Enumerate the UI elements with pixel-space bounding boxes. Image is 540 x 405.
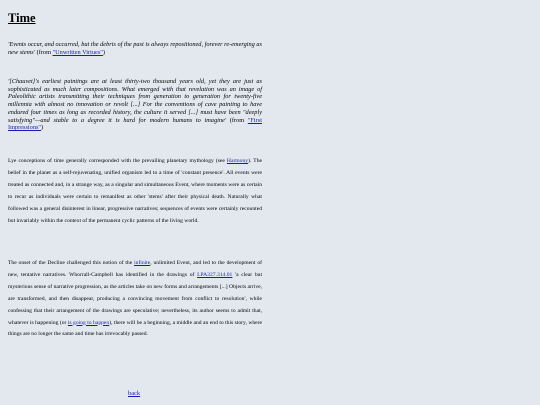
quote-2-source-suffix: ) [41,124,44,132]
para-1-text-b: ). The belief in the planet as a self-rejuvenating, unified organism led to a time of 'constant presence'. All events were treated as connected and, in a strange way, as a singular and simultaneous Event, where moments were as certain to recur as individuals were certain to remanifest as other 'stems' after their physical death. Naturally what followed was a general disinterest in linear, progressive narratives; sequences of events were certainly recounted but invariably within the context of the permanent cyclic patterns of the living world. [8,158,262,224]
body-paragraph-2 [8,258,262,341]
quote-2-text: '[Chauvet]'s earliest paintings are at least thirty-two thousand years old, yet they are just as sophisticated as much later compositions. What emerged with that revelation was an image of Paleolithic artists transmitting their techniques from generation to generation for twenty-five millennia with almost no innovation or revolt [...] For the conventions of cave painting to have endured four times as long as recorded history, the culture it served [...] must have been "deeply satisfying"—and stable to a degree it is hard for modern humans to imagine' [8,78,262,124]
back-link[interactable]: back [128,390,141,397]
lpa327-link[interactable]: LPA327.314.01 [197,271,233,278]
para-1-text-a: Lye conceptions of time generally corresponded with the prevailing planetary mythology (see [8,158,227,164]
first-impressions-link[interactable]: "First Impressions" [8,116,262,132]
harmony-link[interactable]: Harmony [226,158,249,164]
para-2-text-c: 'a clear but mysterious sense of narrative progression, as the articles take on new forms and arrangements [...] Objects arrive, are transformed, and then disappear, producing a convincing movement from conflict to resolution', while confessing that their arrangement of the drawings are speculative; nevertheless, its author seems to admit that, whatever is happening (or [8,271,262,326]
infinite-link[interactable]: infinite [134,260,151,266]
is-going-to-happen-link[interactable]: is going to happen [67,319,110,326]
epigraph-quote-2 [8,78,262,132]
para-2-text-d: ), there will be a beginning, a middle and an end to this story, where things are no longer the same and time has irrevocably passed. [8,319,262,338]
unwritten-virtues-link[interactable]: "Unwritten Virtues" [52,48,103,56]
page-title: Time [8,11,36,25]
quote-1-text: 'Events occur, and occurred, but the debris of the past is always repositioned, forever re-emerging as new stems' [8,41,262,56]
para-2-text-b: , unlimited Event, and led to the development of new, tentative narratives. Whorrall-Campbell has identified in the drawings of [8,260,262,278]
para-2-text-a: The onset of the Decline challenged this notion of the [8,260,135,266]
quote-1-source-suffix: ) [102,48,105,56]
quote-1-source-prefix: (from [35,48,53,56]
epigraph-quote-1 [8,41,262,56]
quote-2-source-prefix: (from [226,116,248,124]
body-paragraph-1 [8,156,262,227]
